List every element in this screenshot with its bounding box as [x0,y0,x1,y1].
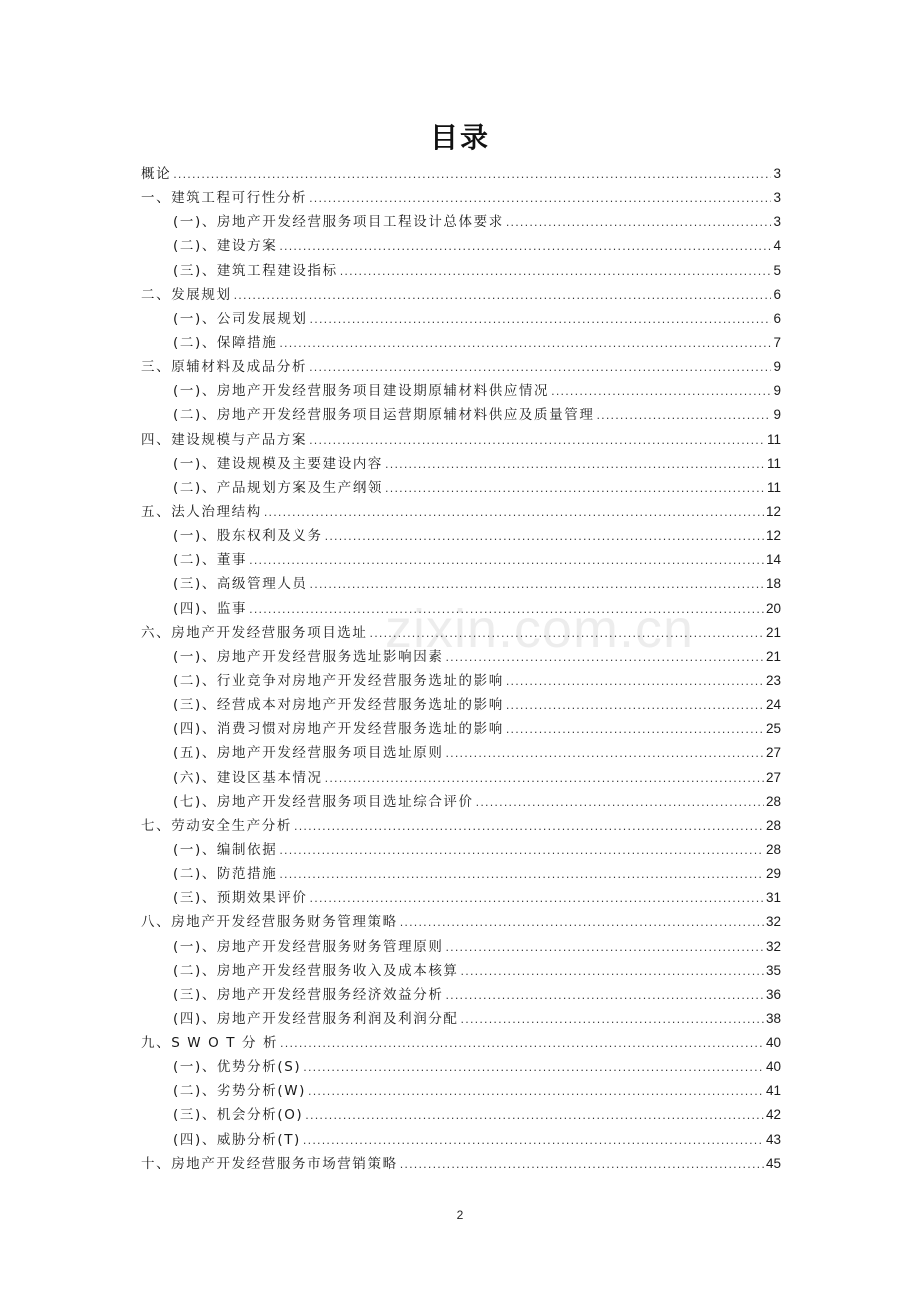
toc-subentry[interactable] [141,331,781,355]
toc-page-number: 23 [765,672,781,688]
toc-dot-leader [249,549,764,573]
toc-entry-title: (二)、行业竞争对房地产开发经营服务选址的影响 [173,672,504,689]
toc-dot-leader [445,936,764,960]
toc-dot-leader [551,380,771,404]
page-number: 2 [456,1208,464,1222]
toc-entry-title: (二)、产品规划方案及生产纲领 [173,479,384,496]
toc-dot-leader [305,1104,764,1128]
toc-entry-title: 十、房地产开发经营服务市场营销策略 [141,1155,398,1172]
toc-page-number: 3 [773,190,781,206]
toc-dot-leader [309,187,771,211]
toc-page-number: 9 [773,407,781,423]
toc-entry-title: (一)、编制依据 [173,841,278,858]
toc-title: 目录 [429,121,490,154]
toc-entry-title: 八、房地产开发经营服务财务管理策略 [141,914,398,931]
toc-page-number: 28 [765,817,781,833]
toc-subentry[interactable] [141,524,781,548]
toc-page-number: 18 [765,576,781,592]
toc-entry-title: (三)、机会分析(O) [173,1107,304,1124]
toc-entry-title: (四)、消费习惯对房地产开发经营服务选址的影响 [173,721,504,738]
toc-entry-title: (二)、劣势分析(W) [173,1083,307,1100]
toc-subentry[interactable] [141,1103,781,1127]
toc-subentry[interactable] [141,548,781,572]
toc-dot-leader [445,984,764,1008]
toc-dot-leader [310,308,771,332]
toc-page-number: 38 [765,1010,781,1026]
toc-entry-title: 三、原辅材料及成品分析 [141,359,308,376]
toc-subentry[interactable] [141,210,781,234]
toc-subentry[interactable] [141,234,781,258]
toc-subentry[interactable] [141,452,781,476]
toc-entry-title: 一、建筑工程可行性分析 [141,190,308,207]
toc-dot-leader [309,356,771,380]
toc-entry[interactable] [141,1031,781,1055]
toc-subentry[interactable] [141,935,781,959]
toc-page-number: 9 [773,359,781,375]
toc-entry-title: (一)、房地产开发经营服务项目建设期原辅材料供应情况 [173,383,550,400]
toc-page-number: 32 [765,914,781,930]
toc-subentry[interactable] [141,983,781,1007]
toc-page-number: 7 [773,334,781,350]
toc-dot-leader [400,1153,764,1177]
toc-dot-leader [445,742,764,766]
toc-dot-leader [280,1032,764,1056]
toc-dot-leader [506,670,764,694]
toc-entry-title: (二)、保障措施 [173,334,278,351]
toc-subentry[interactable] [141,862,781,886]
toc-page-number: 27 [765,745,781,761]
toc-dot-leader [234,284,771,308]
toc-dot-leader [325,525,764,549]
toc-entry-title: (一)、优势分析(S) [173,1059,302,1076]
toc-page-number: 21 [765,648,781,664]
toc-page-number: 41 [765,1083,781,1099]
toc-dot-leader [340,260,771,284]
toc-subentry[interactable] [141,886,781,910]
toc-page-number: 11 [766,431,781,447]
toc-page-number: 6 [773,286,781,302]
toc-page-number: 12 [765,503,781,519]
toc-page-number: 28 [765,841,781,857]
toc-dot-leader [400,911,764,935]
toc-entry-title: (二)、防范措施 [173,866,278,883]
toc-dot-leader [476,791,764,815]
toc-entry-title: (四)、威胁分析(T) [173,1131,301,1148]
toc-entry-title: (三)、高级管理人员 [173,576,308,593]
toc-dot-leader [279,839,764,863]
toc-dot-leader [279,235,771,259]
toc-page-number: 28 [765,793,781,809]
toc-subentry[interactable] [141,572,781,596]
toc-entry-title: (一)、股东权利及义务 [173,528,323,545]
toc-page-number: 45 [765,1155,781,1171]
toc-page-number: 43 [765,1131,781,1147]
toc-entry-title: (二)、房地产开发经营服务收入及成本核算 [173,962,459,979]
toc-entry-title: 二、发展规划 [141,286,232,303]
toc-dot-leader [506,694,764,718]
toc-dot-leader [303,1129,764,1153]
toc-subentry[interactable] [141,403,781,427]
table-of-contents [141,162,781,1176]
toc-entry-title: (二)、房地产开发经营服务项目运营期原辅材料供应及质量管理 [173,407,595,424]
toc-dot-leader [173,163,771,187]
toc-subentry[interactable] [141,1079,781,1103]
toc-entry-title: 七、劳动安全生产分析 [141,817,292,834]
toc-entry-title: (四)、房地产开发经营服务利润及利润分配 [173,1010,459,1027]
toc-dot-leader [303,1056,764,1080]
toc-page-number: 14 [765,552,781,568]
toc-page-number: 12 [765,528,781,544]
toc-entry[interactable] [141,162,781,186]
toc-dot-leader [309,429,765,453]
toc-subentry[interactable] [141,1007,781,1031]
toc-dot-leader [264,501,764,525]
toc-subentry[interactable] [141,741,781,765]
toc-entry-title: 九、S W O T 分 析 [141,1035,279,1052]
toc-page-number: 3 [773,214,781,230]
toc-dot-leader [294,815,764,839]
toc-entry-title: (一)、公司发展规划 [173,310,308,327]
toc-dot-leader [506,211,771,235]
toc-dot-leader [506,718,764,742]
toc-dot-leader [279,863,764,887]
toc-page-number: 25 [765,721,781,737]
toc-page-number: 24 [765,697,781,713]
toc-page-number: 9 [773,383,781,399]
toc-entry[interactable] [141,283,781,307]
toc-page-number: 36 [765,986,781,1002]
toc-dot-leader [461,1008,764,1032]
toc-dot-leader [279,332,771,356]
toc-subentry[interactable] [141,790,781,814]
toc-dot-leader [310,887,764,911]
toc-entry-title: (二)、建设方案 [173,238,278,255]
toc-entry-title: 概论 [141,166,172,182]
toc-subentry[interactable] [141,1055,781,1079]
toc-page-number: 6 [773,310,781,326]
toc-page-number: 32 [765,938,781,954]
toc-subentry[interactable] [141,476,781,500]
toc-dot-leader [385,453,765,477]
watermark: zixin.com.cn [385,599,695,659]
toc-entry[interactable] [141,355,781,379]
toc-page-number: 21 [765,624,781,640]
toc-subentry[interactable] [141,693,781,717]
toc-subentry[interactable] [141,717,781,741]
toc-dot-leader [325,767,764,791]
toc-subentry[interactable] [141,379,781,403]
toc-dot-leader [385,477,765,501]
toc-page-number: 11 [766,479,781,495]
toc-entry[interactable] [141,814,781,838]
toc-page-number: 40 [765,1059,781,1075]
toc-entry-title: (三)、房地产开发经营服务经济效益分析 [173,986,444,1003]
toc-subentry[interactable] [141,1128,781,1152]
toc-page-number: 11 [766,455,781,471]
toc-page-number: 27 [765,769,781,785]
toc-subentry[interactable] [141,259,781,283]
toc-entry-title: 六、房地产开发经营服务项目选址 [141,624,368,641]
toc-entry-title: (一)、房地产开发经营服务选址影响因素 [173,648,444,665]
toc-entry[interactable] [141,500,781,524]
toc-entry-title: (三)、建筑工程建设指标 [173,262,338,279]
toc-entry[interactable] [141,428,781,452]
toc-entry-title: (一)、房地产开发经营服务项目工程设计总体要求 [173,214,504,231]
toc-page-number: 3 [773,166,781,181]
toc-subentry[interactable] [141,766,781,790]
toc-entry-title: 四、建设规模与产品方案 [141,431,308,448]
toc-entry-title: (七)、房地产开发经营服务项目选址综合评价 [173,793,474,810]
toc-entry-title: 五、法人治理结构 [141,503,262,520]
toc-page-number: 20 [765,600,781,616]
toc-entry-title: (四)、监事 [173,600,248,617]
toc-entry-title: (三)、预期效果评价 [173,890,308,907]
toc-entry-title: (五)、房地产开发经营服务项目选址原则 [173,745,444,762]
toc-subentry[interactable] [141,669,781,693]
toc-entry-title: (二)、董事 [173,552,248,569]
toc-entry-title: (六)、建设区基本情况 [173,769,323,786]
toc-page-number: 4 [773,238,781,254]
toc-page-number: 29 [765,866,781,882]
toc-page-number: 35 [765,962,781,978]
toc-subentry[interactable] [141,307,781,331]
toc-page-number: 40 [765,1035,781,1051]
toc-entry[interactable] [141,1152,781,1176]
toc-dot-leader [461,960,764,984]
toc-page-number: 5 [773,262,781,278]
toc-page-number: 42 [765,1107,781,1123]
toc-page-number: 31 [765,890,781,906]
toc-entry[interactable] [141,910,781,934]
toc-dot-leader [308,1080,764,1104]
toc-subentry[interactable] [141,838,781,862]
toc-dot-leader [596,404,771,428]
toc-dot-leader [310,573,764,597]
toc-entry[interactable] [141,186,781,210]
toc-subentry[interactable] [141,959,781,983]
toc-entry-title: (一)、建设规模及主要建设内容 [173,455,384,472]
toc-entry-title: (一)、房地产开发经营服务财务管理原则 [173,938,444,955]
toc-entry-title: (三)、经营成本对房地产开发经营服务选址的影响 [173,697,504,714]
